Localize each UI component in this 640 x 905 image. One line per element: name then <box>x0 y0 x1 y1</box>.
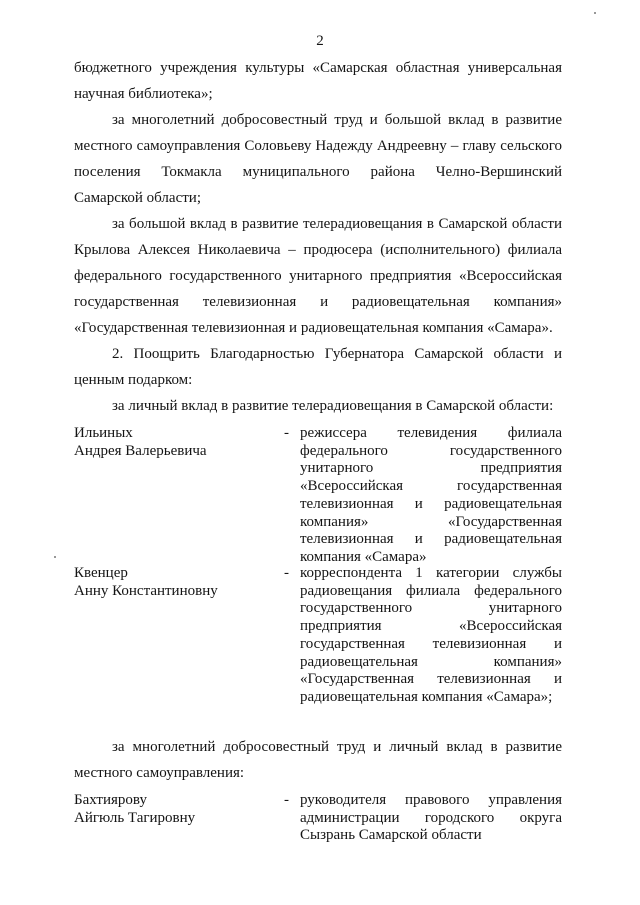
page-number: 2 <box>316 33 324 49</box>
awardee-surname: Бахтиярову <box>74 792 147 808</box>
awardee-surname: Ильиных <box>74 425 133 441</box>
paragraph-personal-contribution: за личный вклад в развитие телерадиовещания в Самарской области: <box>112 398 554 414</box>
awardee-name <box>74 565 284 707</box>
intro-text <box>74 55 562 419</box>
awardee-position: руководителя правового управления администрации городского округа Сызрань Самарской области <box>300 792 562 844</box>
awardee-row <box>74 565 562 707</box>
paragraph-krylov: за большой вклад в развитие телерадиовещания в Самарской области Крылова Алексея Николаевича – продюсера (исполнительного) филиала федерального государственного унитарного предприятия «Всероссийская государственная телевизионная и радиовещательная компания» «Государственная телевизионная и радиовещательная компания «Самара». <box>74 216 562 336</box>
awardee-given-name: Анну Константиновну <box>74 582 218 599</box>
dash: - <box>284 565 289 581</box>
dash: - <box>284 792 289 808</box>
paragraph-local-government: за многолетний добросовестный труд и личный вклад в развитие местного самоуправления: <box>74 739 562 781</box>
awardee-row <box>74 792 562 845</box>
section-2-text <box>74 734 562 786</box>
scan-speck <box>54 556 56 558</box>
awardee-position: корреспондента 1 категории службы радиовещания филиала федерального государственного унитарного предприятия «Всероссийская государственная телевизионная и радиовещательная компания» «Государственная телевизионная и радиовещательная компания «Самара»; <box>300 565 562 705</box>
scan-speck <box>594 12 596 14</box>
awardee-row <box>74 425 562 567</box>
dash: - <box>284 425 289 441</box>
awardee-given-name: Андрея Валерьевича <box>74 442 207 459</box>
awardee-position: режиссера телевидения филиала федерального государственного унитарного предприятия «Всероссийская государственная телевизионная и радиовещательная компания» «Государственная телевизионная и радиовещательная компания «Самара» <box>300 425 562 565</box>
awardee-surname: Квенцер <box>74 565 128 581</box>
paragraph-solovieva: за многолетний добросовестный труд и большой вклад в развитие местного самоуправления Соловьеву Надежду Андреевну – главу сельского поселения Токмакла муниципального района Челно-Вершинский Самарской области; <box>74 112 562 206</box>
paragraph-library: бюджетного учреждения культуры «Самарская областная универсальная научная библиотека»; <box>74 60 562 102</box>
paragraph-item-2: 2. Поощрить Благодарностью Губернатора Самарской области и ценным подарком: <box>74 346 562 388</box>
awardee-name <box>74 425 284 567</box>
awardee-name <box>74 792 284 845</box>
awardee-given-name: Айгюль Тагировну <box>74 809 196 826</box>
